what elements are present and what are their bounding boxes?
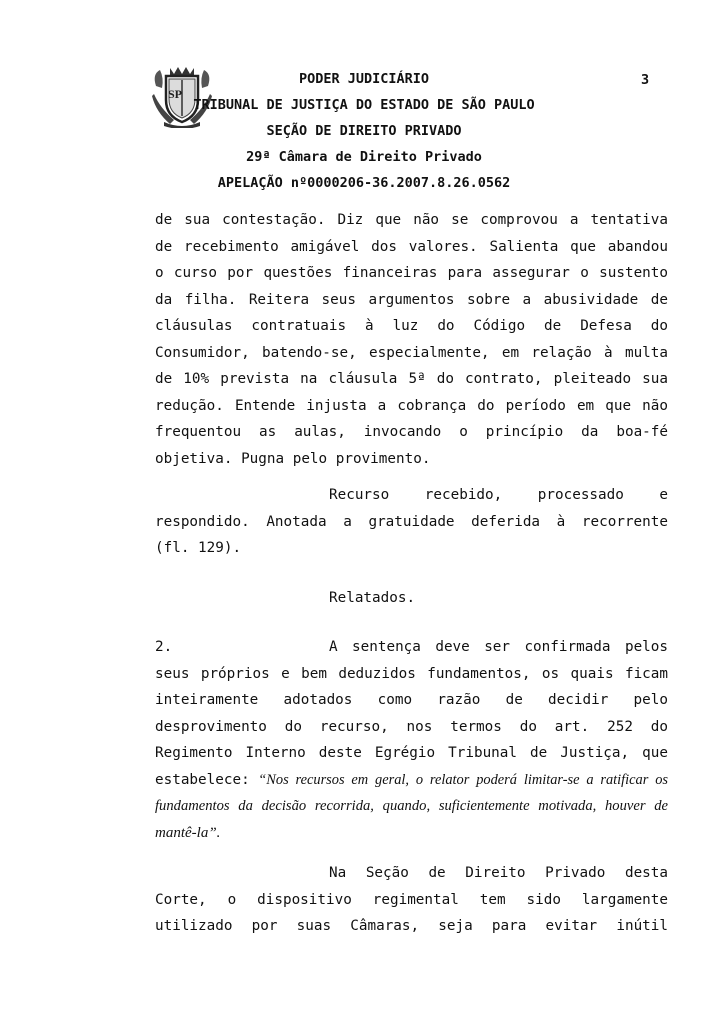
text-line: Regimento Interno deste Egrégio Tribunal de Justiça, que: [155, 745, 668, 761]
quote-line: fundamentos da decisão recorrida, quando, suficientemente motivada, houver de: [155, 798, 668, 814]
text-line: desprovimento do recurso, nos termos do art. 252 do: [155, 718, 668, 735]
text-line: de sua contestação. Diz que não se comprovou a tentativa: [155, 212, 668, 228]
paragraph-1: [155, 207, 668, 472]
text-line-lead: estabelece:: [155, 771, 259, 788]
text-line: cláusulas contratuais à luz do Código de Defesa do: [155, 318, 668, 334]
text-line: (fl. 129).: [155, 540, 242, 556]
header-section: SEÇÃO DE DIREITO PRIVADO: [266, 123, 462, 139]
paragraph-5: [155, 860, 668, 940]
paragraph-3: [155, 585, 668, 612]
section-number: 2.: [155, 639, 173, 655]
text-line: de 10% prevista na cláusula 5ª do contrato, pleiteado sua: [155, 371, 668, 387]
page-number: 3: [641, 72, 650, 88]
text-line: Consumidor, batendo-se, especialmente, em relação à multa: [155, 344, 668, 361]
text-line: Corte, o dispositivo regimental tem sido largamente: [155, 891, 668, 908]
text-line: A sentença deve ser confirmada pelos: [329, 639, 668, 655]
text-line: de recebimento amigável dos valores. Salienta que abandou: [155, 238, 668, 255]
text-line: Na Seção de Direito Privado desta: [329, 865, 668, 881]
text-line: inteiramente adotados como razão de decidir pelo: [155, 692, 668, 708]
quote-line: mantê-la”.: [155, 824, 221, 841]
header-court-name: PODER JUDICIÁRIO: [298, 71, 430, 87]
paragraph-4: [155, 634, 668, 846]
header-chamber: 29ª Câmara de Direito Privado: [246, 149, 482, 165]
paragraph-2: [155, 482, 668, 562]
text-line: respondido. Anotada a gratuidade deferida à recorrente: [155, 513, 668, 530]
text-line: redução. Entende injusta a cobrança do período em que não: [155, 397, 668, 414]
quote-line: “Nos recursos em geral, o relator poderá limitar-se a ratificar os: [258, 771, 668, 788]
header-appeal-number: APELAÇÃO nº0000206-36.2007.8.26.0562: [217, 175, 511, 191]
text-line: o curso por questões financeiras para assegurar o sustento: [155, 265, 668, 281]
text-line: Recurso recebido, processado e: [329, 487, 668, 503]
text-line: da filha. Reitera seus argumentos sobre a abusividade de: [155, 291, 668, 308]
text-line: utilizado por suas Câmaras, seja para evitar inútil: [155, 918, 668, 934]
text-line: objetiva. Pugna pelo provimento.: [155, 450, 431, 467]
text-line: frequentou as aulas, invocando o princípio da boa-fé: [155, 424, 668, 440]
text-line: seus próprios e bem deduzidos fundamentos, os quais ficam: [155, 665, 668, 682]
seal-text: SP: [167, 87, 183, 101]
text-line: Relatados.: [329, 590, 416, 606]
header-tribunal: TRIBUNAL DE JUSTIÇA DO ESTADO DE SÃO PAULO: [193, 97, 535, 113]
